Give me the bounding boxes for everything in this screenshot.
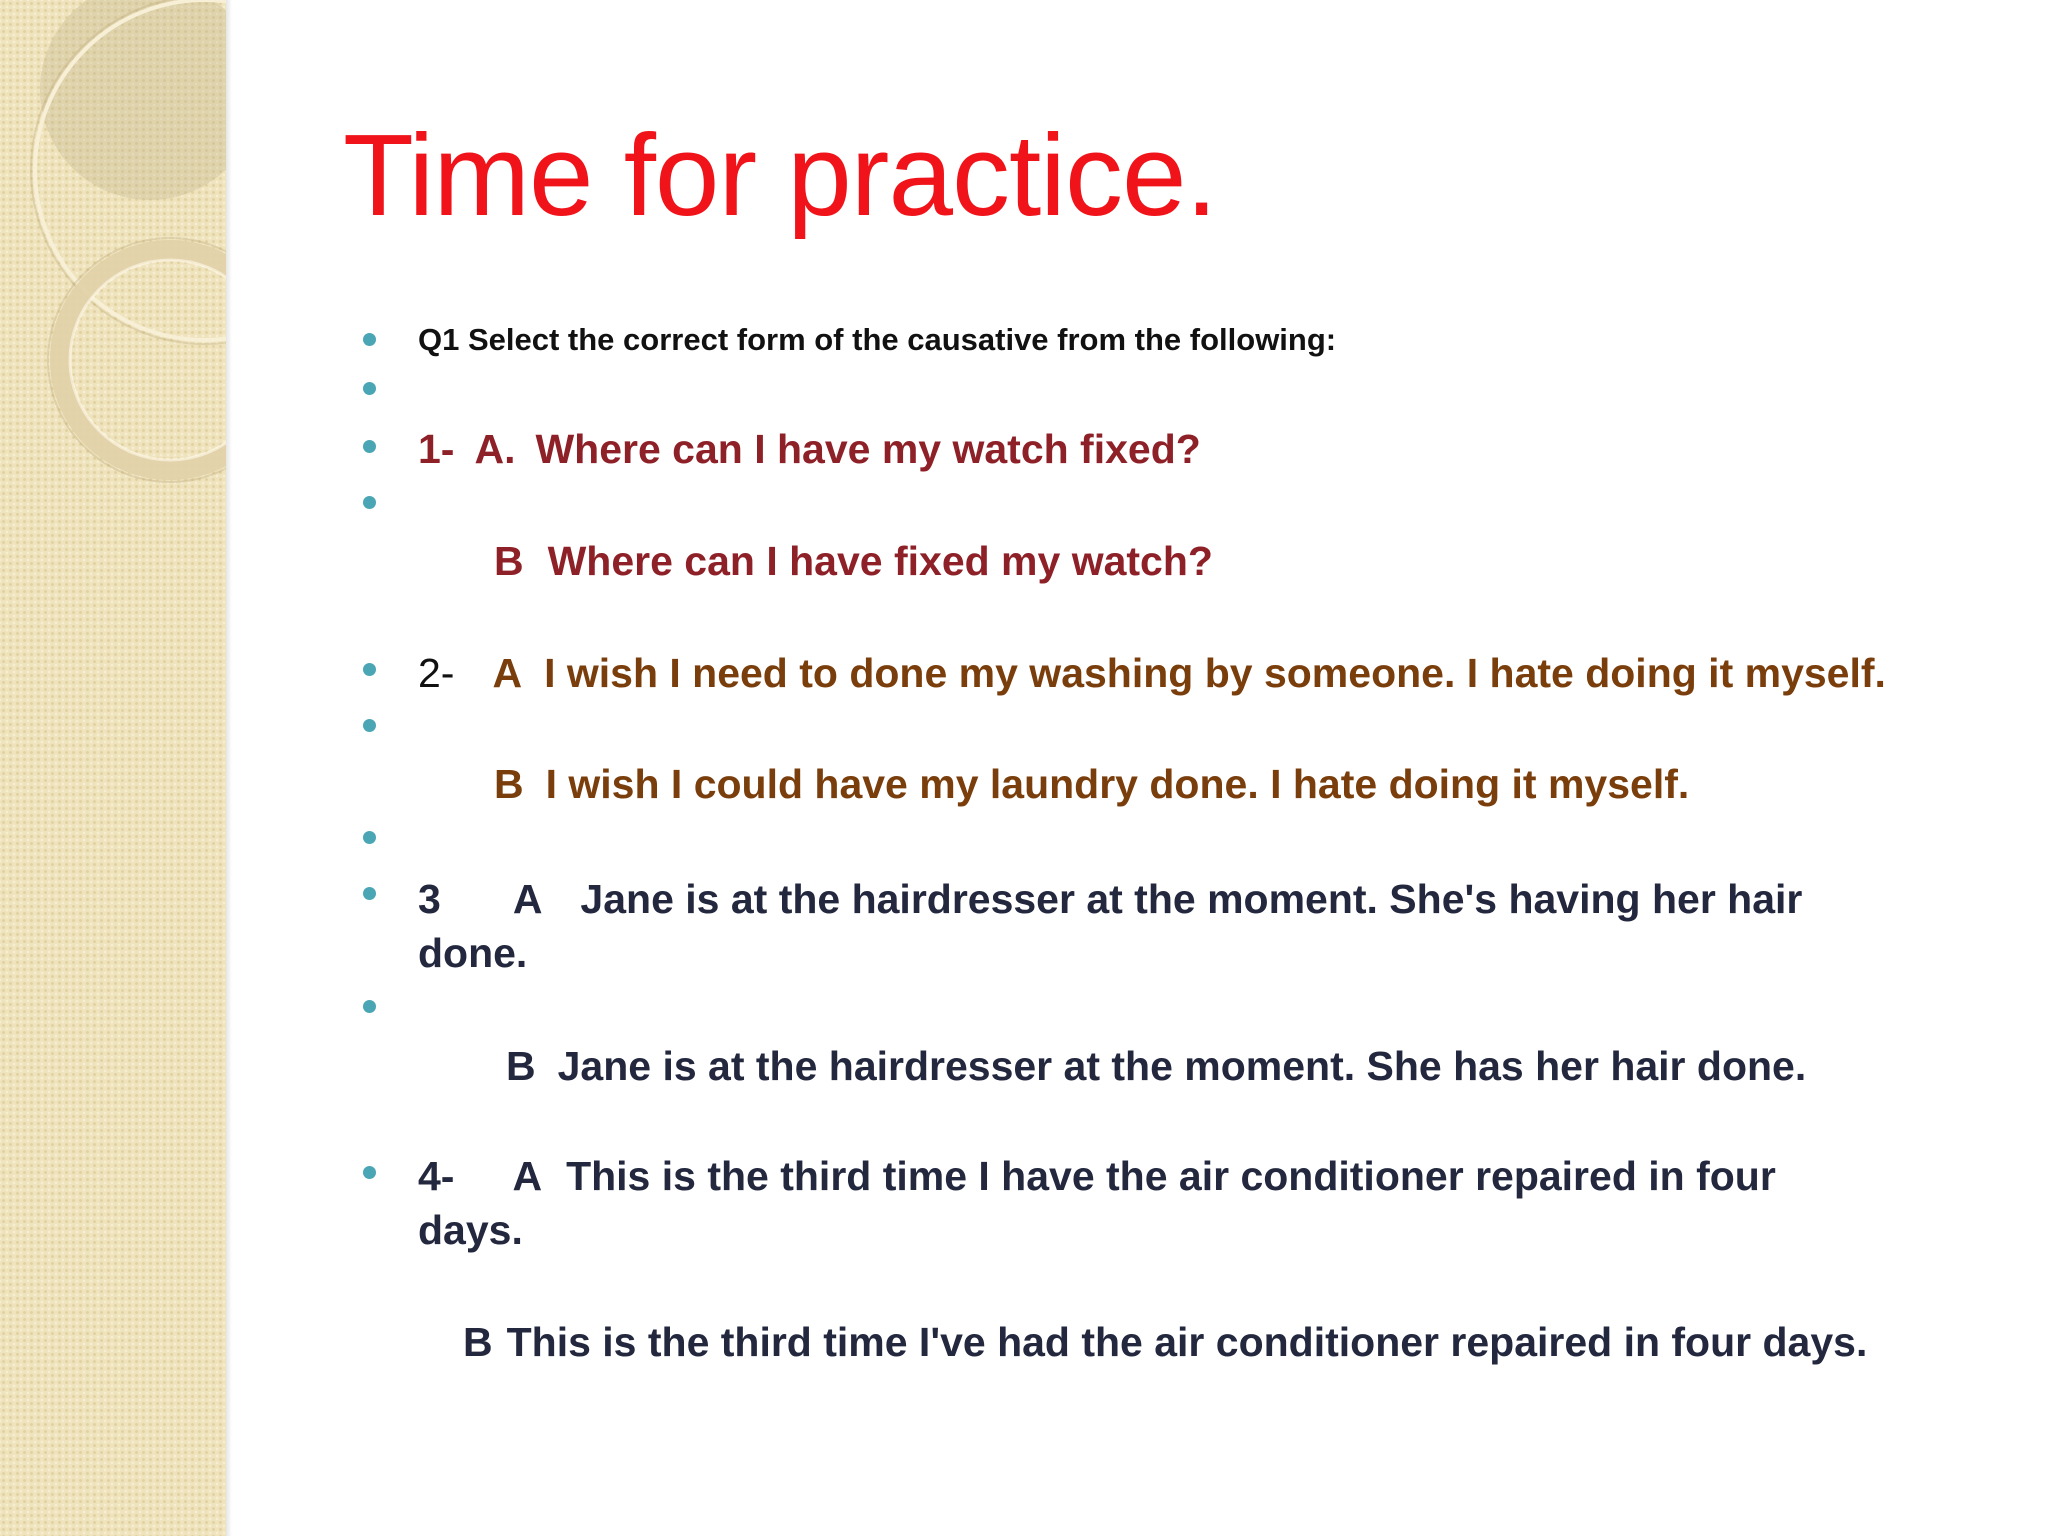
bullet-icon [363,831,376,844]
question-3-option-b [506,1041,1806,1092]
question-number: 3 [418,876,441,922]
bullet-icon [363,496,376,509]
option-label: A [512,1153,543,1199]
option-text: Jane is at the hairdresser at the moment. She has her hair done. [557,1043,1807,1089]
option-label: B [494,761,524,807]
bullet-icon [363,663,376,676]
question-3-option-a [418,874,1802,925]
option-label: A [512,876,543,922]
bullet-icon [363,719,376,732]
decorative-sidebar [0,0,226,1536]
question-3-option-a-continued: done. [418,930,528,976]
option-text: This is the third time I've had the air conditioner repaired in four days. [506,1319,1868,1365]
option-label: B [494,538,524,584]
bullet-icon [363,1000,376,1013]
option-label: A. [474,426,516,472]
bullet-icon [363,1166,376,1179]
question-1-option-b [494,536,1213,587]
question-number: 1- [418,426,455,472]
question-number: 2- [418,650,455,696]
question-heading: Q1 Select the correct form of the causative from the following: [418,322,1337,357]
bullet-icon [363,440,376,453]
bullet-icon [363,887,376,900]
option-label: B [506,1043,536,1089]
question-2-option-b [494,759,1689,810]
slide-title: Time for practice. [343,110,1217,240]
question-4-option-a-continued: days. [418,1207,523,1253]
question-1-option-a [418,424,1201,475]
option-text: I wish I need to done my washing by someone. I hate doing it myself. [544,650,1886,696]
option-text: I wish I could have my laundry done. I hate doing it myself. [545,761,1690,807]
sidebar-shadow [226,0,232,1536]
option-label: A [492,650,523,696]
option-label: B [463,1319,493,1365]
bullet-icon [363,382,376,395]
option-text: This is the third time I have the air conditioner repaired in four [566,1153,1776,1199]
bullet-icon [363,333,376,346]
option-text: Where can I have fixed my watch? [547,538,1213,584]
option-text: Where can I have my watch fixed? [535,426,1201,472]
question-2-option-a [418,648,1886,699]
question-4-option-a [418,1151,1776,1202]
question-number: 4- [418,1153,455,1199]
option-text: Jane is at the hairdresser at the moment. She's having her hair [580,876,1803,922]
question-4-option-b [463,1317,1867,1368]
decorative-rings-graphic [0,0,226,520]
